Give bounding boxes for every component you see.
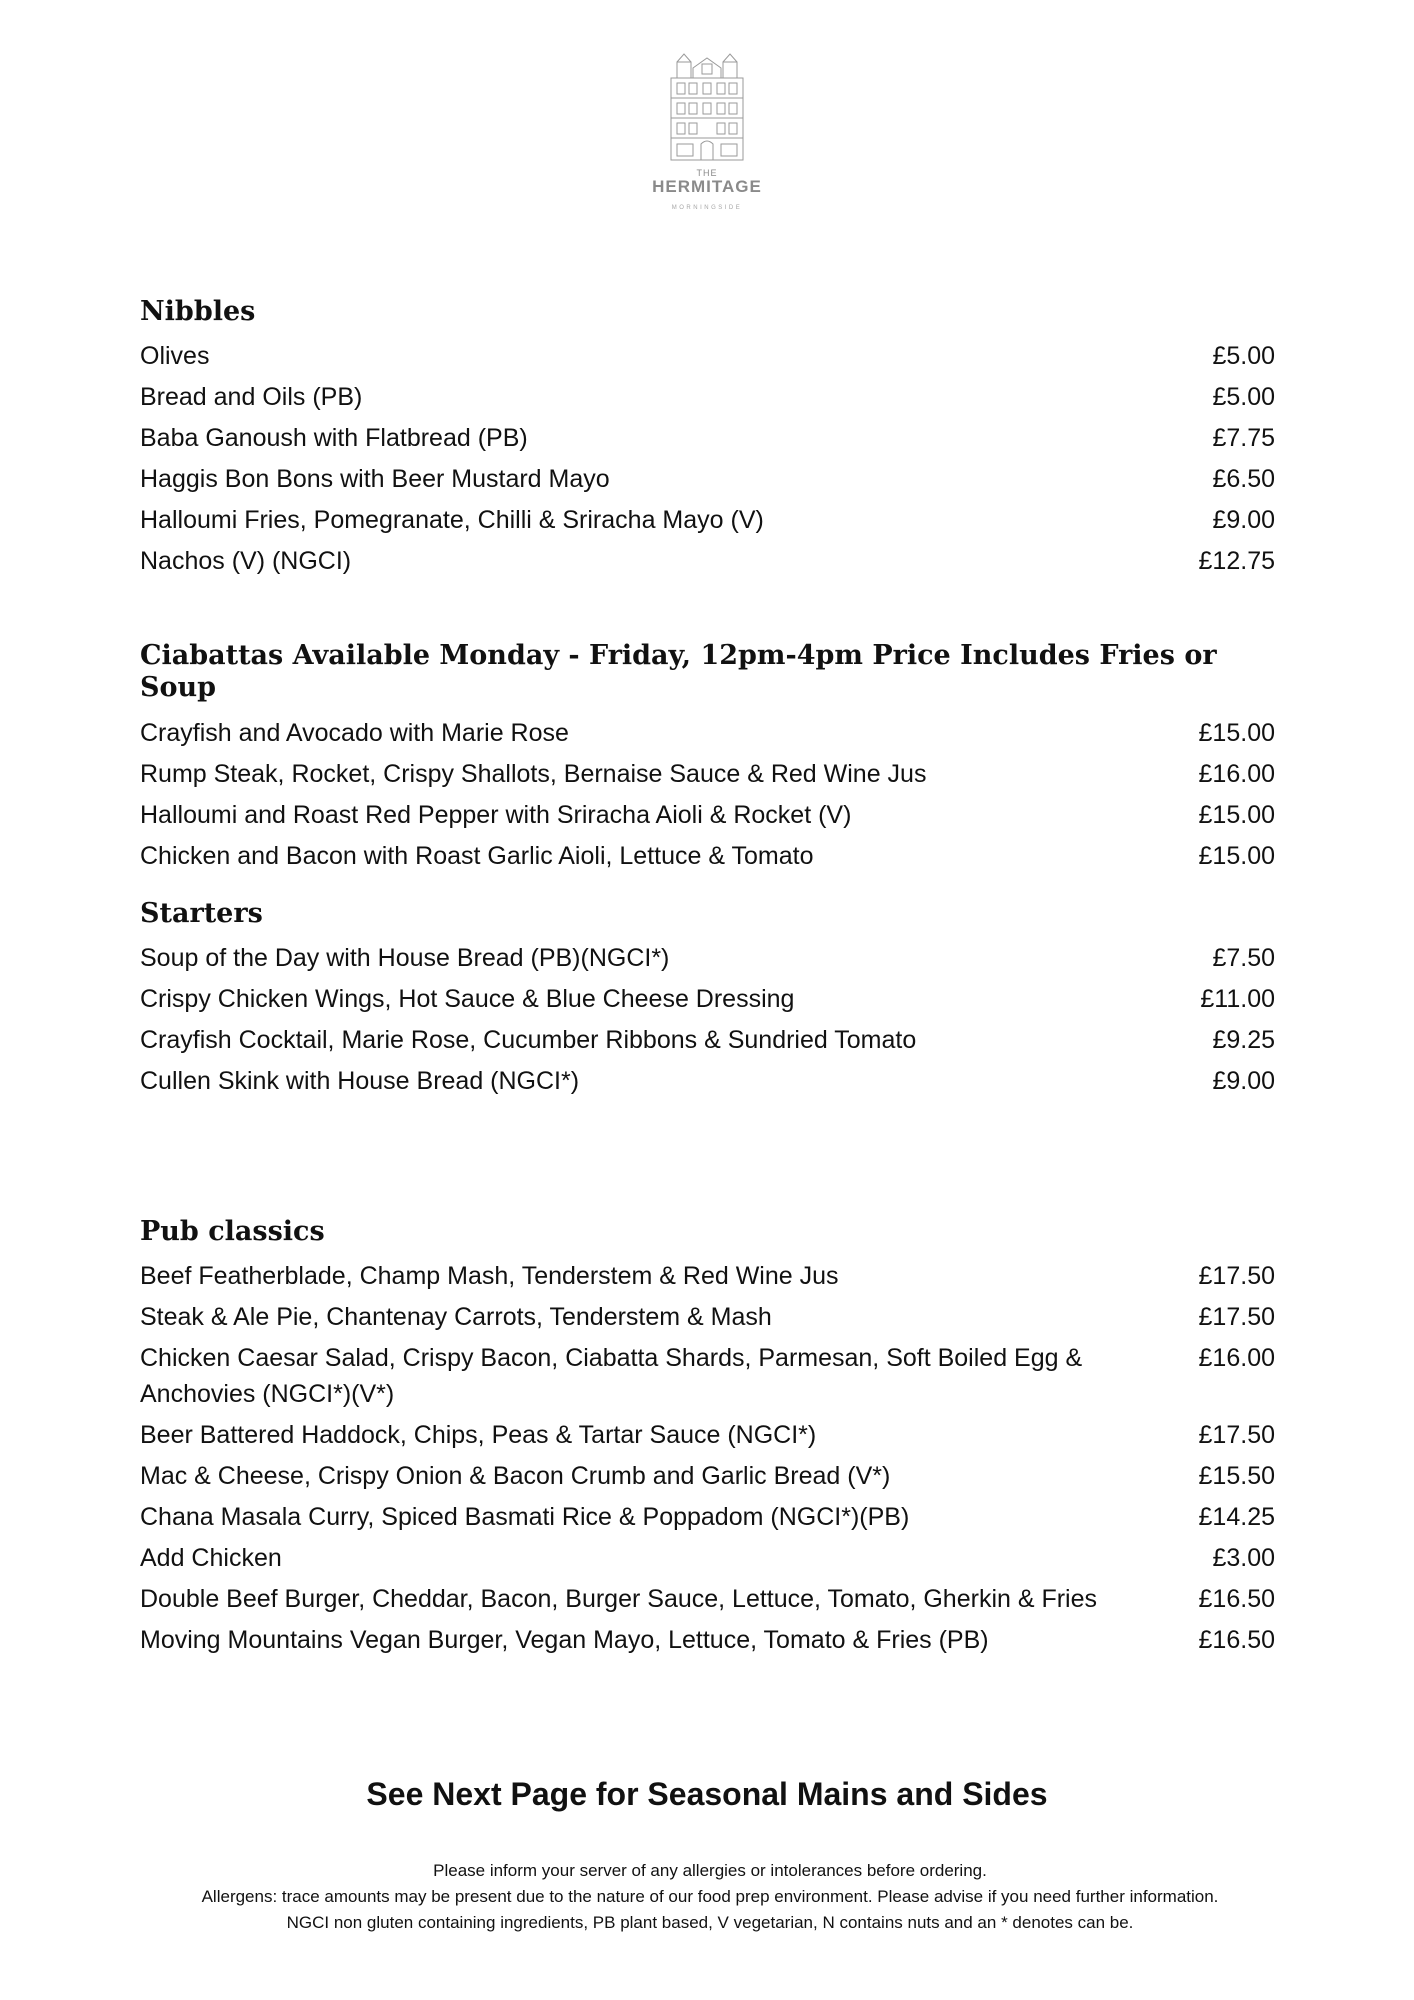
menu-item — [140, 420, 1280, 456]
menu-item — [140, 1340, 1280, 1412]
item-name: Beef Featherblade, Champ Mash, Tenderstem & Red Wine Jus — [140, 1262, 839, 1291]
item-price: £16.00 — [1198, 1344, 1275, 1373]
menu-item — [140, 1063, 1280, 1099]
item-name: Soup of the Day with House Bread (PB)(NGCI*) — [140, 944, 670, 973]
item-name: Bread and Oils (PB) — [140, 383, 363, 412]
section-pub-classics — [140, 1216, 1280, 1663]
section-title: Starters — [140, 898, 263, 929]
menu-item — [140, 981, 1280, 1017]
menu-item — [140, 1540, 1280, 1576]
item-name: Crayfish and Avocado with Marie Rose — [140, 718, 569, 747]
item-name: Beer Battered Haddock, Chips, Peas & Tartar Sauce (NGCI*) — [140, 1421, 817, 1450]
menu-item — [140, 502, 1280, 538]
menu-item — [140, 838, 1280, 874]
menu-item — [140, 1299, 1280, 1335]
menu-item — [140, 379, 1280, 415]
logo-the: THE — [696, 168, 718, 178]
section-ciabattas — [140, 640, 1280, 879]
allergen-footer — [170, 1858, 1250, 1936]
item-price: £7.50 — [1212, 944, 1275, 973]
item-price: £15.00 — [1198, 718, 1275, 747]
item-name: Cullen Skink with House Bread (NGCI*) — [140, 1067, 580, 1096]
item-price: £17.50 — [1198, 1262, 1275, 1291]
item-name: Nachos (V) (NGCI) — [140, 547, 352, 576]
menu-item — [140, 715, 1280, 751]
item-price: £3.00 — [1212, 1544, 1275, 1573]
item-name: Moving Mountains Vegan Burger, Vegan Mayo, Lettuce, Tomato & Fries (PB) — [140, 1626, 989, 1655]
menu-item — [140, 1258, 1280, 1294]
hermitage-logo — [652, 52, 762, 222]
footer-line: NGCI non gluten containing ingredients, PB plant based, V vegetarian, N contains nuts and an * denotes can be. — [286, 1913, 1134, 1932]
item-name: Halloumi Fries, Pomegranate, Chilli & Sriracha Mayo (V) — [140, 506, 764, 535]
menu-item — [140, 940, 1280, 976]
item-price: £15.00 — [1198, 841, 1275, 870]
item-name: Baba Ganoush with Flatbread (PB) — [140, 424, 528, 453]
section-title: Pub classics — [140, 1216, 325, 1247]
menu-item — [140, 1581, 1280, 1617]
item-price: £14.25 — [1198, 1503, 1275, 1532]
section-title: Nibbles — [140, 296, 256, 327]
item-price: £16.50 — [1198, 1585, 1275, 1614]
item-price: £5.00 — [1212, 342, 1275, 371]
item-price: £16.50 — [1198, 1626, 1275, 1655]
menu-item — [140, 797, 1280, 833]
item-price: £17.50 — [1198, 1303, 1275, 1332]
item-name: Steak & Ale Pie, Chantenay Carrots, Tenderstem & Mash — [140, 1303, 772, 1332]
section-title: Ciabattas Available Monday - Friday, 12pm-4pm Price Includes Fries or Soup — [140, 640, 1217, 704]
section-starters — [140, 898, 1280, 1104]
item-name: Chicken Caesar Salad, Crispy Bacon, Ciabatta Shards, Parmesan, Soft Boiled Egg & Anchovies (NGCI*)(V*) — [140, 1344, 1083, 1409]
menu-item — [140, 461, 1280, 497]
item-name: Rump Steak, Rocket, Crispy Shallots, Bernaise Sauce & Red Wine Jus — [140, 759, 927, 788]
menu-item — [140, 543, 1280, 579]
logo-name: HERMITAGE — [652, 177, 762, 196]
item-name: Double Beef Burger, Cheddar, Bacon, Burger Sauce, Lettuce, Tomato, Gherkin & Fries — [140, 1585, 1098, 1614]
item-price: £15.50 — [1198, 1462, 1275, 1491]
footer-line: Allergens: trace amounts may be present due to the nature of our food prep environment. Please advise if you need further information. — [201, 1887, 1219, 1906]
item-name: Halloumi and Roast Red Pepper with Sriracha Aioli & Rocket (V) — [140, 800, 852, 829]
next-page-notice: See Next Page for Seasonal Mains and Sides — [366, 1776, 1048, 1812]
footer-line: Please inform your server of any allergies or intolerances before ordering. — [433, 1861, 987, 1880]
logo-subtitle: MORNINGSIDE — [671, 205, 743, 211]
item-price: £9.00 — [1212, 506, 1275, 535]
item-name: Chana Masala Curry, Spiced Basmati Rice & Poppadom (NGCI*)(PB) — [140, 1503, 910, 1532]
building-icon — [657, 52, 757, 164]
menu-item — [140, 1499, 1280, 1535]
item-price: £5.00 — [1212, 383, 1275, 412]
menu-item — [140, 338, 1280, 374]
item-name: Chicken and Bacon with Roast Garlic Aioli, Lettuce & Tomato — [140, 841, 814, 870]
menu-item — [140, 1022, 1280, 1058]
menu-item — [140, 1417, 1280, 1453]
item-name: Crayfish Cocktail, Marie Rose, Cucumber Ribbons & Sundried Tomato — [140, 1026, 917, 1055]
item-price: £12.75 — [1198, 547, 1275, 576]
item-name: Crispy Chicken Wings, Hot Sauce & Blue Cheese Dressing — [140, 985, 795, 1014]
item-price: £7.75 — [1212, 424, 1275, 453]
item-price: £11.00 — [1200, 985, 1275, 1014]
item-price: £9.00 — [1212, 1067, 1275, 1096]
item-name: Mac & Cheese, Crispy Onion & Bacon Crumb and Garlic Bread (V*) — [140, 1462, 891, 1491]
menu-item — [140, 756, 1280, 792]
item-name: Olives — [140, 342, 210, 371]
section-nibbles — [140, 296, 1280, 584]
item-price: £17.50 — [1198, 1421, 1275, 1450]
menu-item — [140, 1458, 1280, 1494]
item-price: £9.25 — [1212, 1026, 1275, 1055]
item-price: £16.00 — [1198, 759, 1275, 788]
item-name: Haggis Bon Bons with Beer Mustard Mayo — [140, 465, 610, 494]
item-price: £6.50 — [1212, 465, 1275, 494]
item-price: £15.00 — [1198, 800, 1275, 829]
menu-item — [140, 1622, 1280, 1658]
item-name: Add Chicken — [140, 1544, 282, 1573]
